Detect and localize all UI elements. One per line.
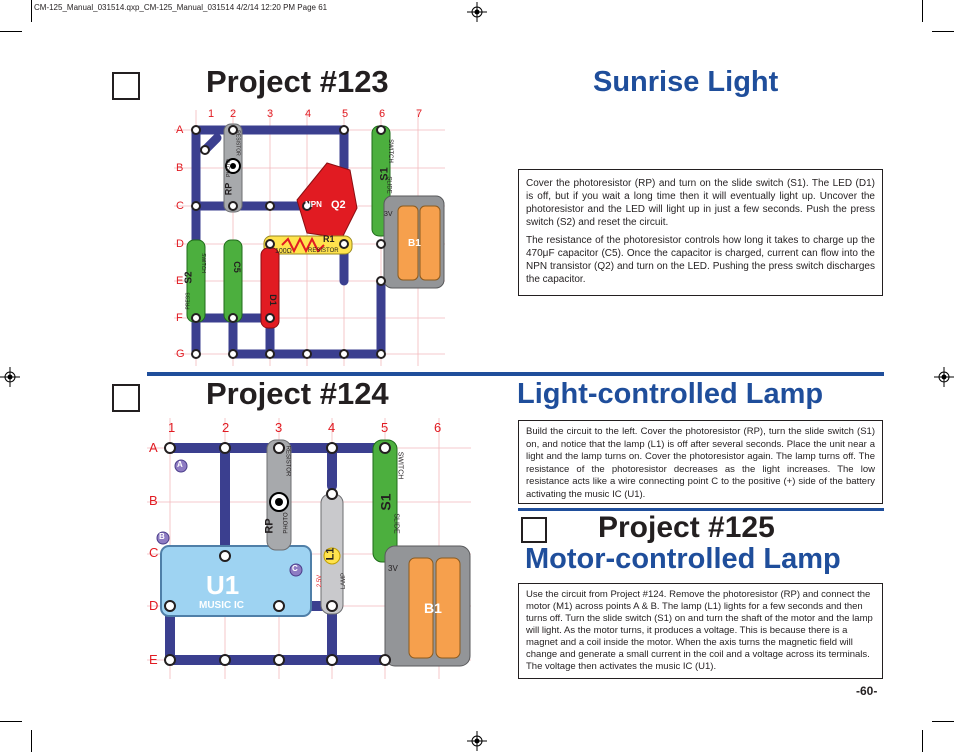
b1-label: B1: [424, 600, 442, 616]
resistor-label: RESISTOR: [234, 130, 241, 156]
project-123-circuit-diagram: [172, 108, 447, 368]
switch-label: SWITCH: [396, 451, 404, 480]
project-125-description: [518, 583, 883, 679]
s1-label: S1: [378, 167, 391, 181]
resistor-label: RESISTOR: [284, 445, 291, 477]
grid-col-label: 7: [416, 108, 423, 120]
s2-switch-label: SWITCH: [199, 253, 206, 273]
v3-label: 3V: [388, 564, 398, 573]
press-label: PRESS: [185, 292, 192, 310]
photo-label: PHOTO: [225, 159, 232, 177]
project-124-description: [518, 420, 883, 504]
s2-label: S2: [183, 271, 195, 284]
project-123-description: [518, 169, 883, 296]
r1-value: 100Ω: [275, 248, 292, 255]
grid-col-label: 3: [275, 420, 283, 435]
point-c-label: C: [292, 564, 298, 573]
grid-col-label: 6: [434, 420, 442, 435]
project-124-checkbox[interactable]: [112, 384, 140, 412]
grid-col-label: 2: [222, 420, 230, 435]
crop-mark: [932, 31, 954, 32]
grid-row-label: E: [149, 652, 158, 667]
grid-col-label: 5: [342, 108, 349, 120]
slide-label: SLIDE: [385, 176, 392, 194]
slide-label: SLIDE: [392, 513, 400, 534]
project-124-subtitle: Light-controlled Lamp: [517, 378, 824, 410]
project-123-checkbox[interactable]: [112, 72, 140, 100]
grid-row-label: F: [176, 312, 183, 324]
grid-row-label: G: [176, 348, 185, 360]
b1-label: B1: [408, 238, 421, 249]
lamp-label: LAMP: [341, 572, 348, 590]
project-123-title: Project #123: [206, 64, 389, 99]
project-125-checkbox[interactable]: [521, 517, 547, 543]
registration-mark-icon: [467, 2, 487, 22]
music-ic-label: MUSIC IC: [199, 600, 244, 611]
l1-label: L1: [324, 547, 337, 561]
r1-resistor-label: RESISTOR: [308, 248, 339, 254]
npn-label: NPN: [305, 200, 322, 209]
grid-row-label: A: [149, 440, 158, 455]
r1-label: R1: [323, 234, 335, 244]
project-125-title: Project #125: [598, 511, 775, 544]
project-123-paragraph: Cover the photoresistor (RP) and turn on the slide switch (S1). The LED (D1) is off, but if you wait a long time then it will eventually light up. Uncover the photoresistor and the LED will light up in just a few seconds. Push the press switch (S2) and reset the circuit.: [526, 178, 875, 228]
grid-row-label: E: [176, 275, 184, 287]
crop-mark: [0, 721, 22, 722]
registration-mark-icon: [467, 731, 487, 751]
q2-label: Q2: [331, 199, 346, 211]
project-124-title: Project #124: [206, 376, 389, 411]
lamp-voltage-label: 2.5V: [317, 574, 324, 588]
v3-label: 3V: [384, 211, 393, 218]
point-a-label: A: [177, 460, 183, 469]
grid-row-label: D: [149, 598, 159, 613]
grid-row-label: A: [176, 124, 184, 136]
project-124-circuit-diagram: [145, 416, 473, 681]
crop-mark: [31, 730, 32, 752]
project-123-subtitle: Sunrise Light: [593, 66, 779, 98]
registration-mark-icon: [0, 367, 20, 387]
point-b-label: B: [159, 532, 165, 541]
crop-mark: [31, 0, 32, 22]
grid-col-label: 1: [168, 420, 176, 435]
grid-row-label: B: [176, 162, 184, 174]
crop-mark: [932, 721, 954, 722]
registration-mark-icon: [934, 367, 954, 387]
project-125-paragraph: Use the circuit from Project #124. Remove the photoresistor (RP) and connect the motor (M1) across points A & B. The lamp (L1) lights for a few seconds and then turns off. Turn the slide switch (S1) on and turn the shaft of the motor and the lamp will light. As the motor turns, it produces a voltage. This is because there is a magnet and a coil inside the motor. When the axis turns the magnetic field will change and generate a small current in the coil and a voltage across its terminals. The voltage then activates the music IC (U1).: [526, 589, 873, 672]
crop-mark: [922, 730, 923, 752]
rp-label: RP: [223, 182, 234, 196]
grid-row-label: C: [176, 200, 184, 212]
c5-label: C5: [231, 261, 242, 273]
crop-mark: [0, 31, 22, 32]
grid-col-label: 2: [230, 108, 237, 120]
rp-label: RP: [263, 518, 276, 534]
print-slug: CM-125_Manual_031514.qxp_CM-125_Manual_031514 4/2/14 12:20 PM Page 61: [34, 3, 328, 12]
project-124-paragraph: Build the circuit to the left. Cover the photoresistor (RP), turn the slide switch (S1) on, and notice that the lamp (L1) is off after several seconds. Place the unit near a light and the lamp turns on. Cover the photoresistor again. The lamp turns off. The resistance of the photoresistor decreases as the light increases. The low resistance acts like a wire connecting point C to the positive (+) side of the battery activating the music IC (U1).: [526, 426, 875, 500]
grid-col-label: 4: [305, 108, 312, 120]
grid-col-label: 5: [381, 420, 389, 435]
project-125-subtitle: Motor-controlled Lamp: [525, 543, 841, 575]
grid-col-label: 4: [328, 420, 336, 435]
grid-row-label: D: [176, 238, 184, 250]
page-number: -60-: [856, 684, 878, 698]
grid-row-label: C: [149, 545, 159, 560]
switch-label: SWITCH: [386, 139, 393, 163]
grid-col-label: 3: [267, 108, 274, 120]
u1-label: U1: [206, 570, 240, 600]
d1-label: D1: [267, 294, 278, 306]
s1-label: S1: [377, 493, 394, 511]
grid-col-label: 6: [379, 108, 386, 120]
crop-mark: [922, 0, 923, 22]
grid-col-label: 1: [208, 108, 215, 120]
grid-row-label: B: [149, 493, 158, 508]
project-123-paragraph: The resistance of the photoresistor controls how long it takes to charge up the 470μF capacitor (C5). Once the capacitor is charged, current can flow into the NPN transistor (Q2) and turn on the LED. Pushing the press switch discharges the capacitor.: [526, 235, 875, 285]
photo-label: PHOTO: [283, 512, 290, 534]
